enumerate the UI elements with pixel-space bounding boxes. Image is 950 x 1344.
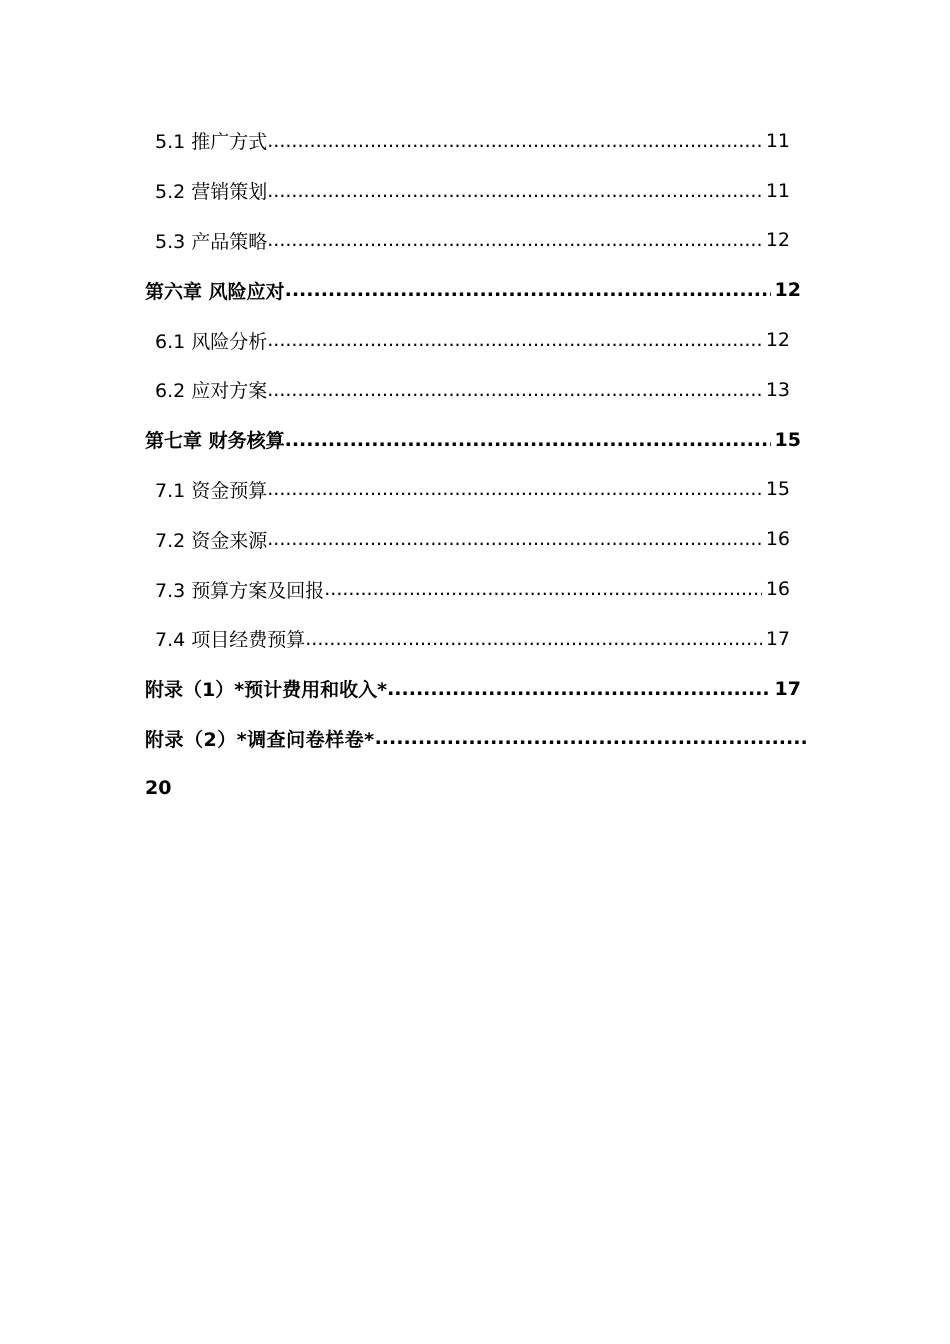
toc-page-number: 17 [774, 677, 801, 700]
toc-entry-label: 7.4 项目经费预算 [155, 629, 306, 652]
toc-entry-label: 6.1 风险分析 [155, 330, 268, 353]
toc-dot-leader [267, 229, 762, 251]
toc-entry-label: 5.1 推广方式 [155, 131, 268, 154]
table-of-contents [0, 116, 950, 813]
toc-entry-5-1[interactable] [0, 116, 790, 166]
toc-page-number: 15 [774, 428, 801, 451]
toc-entry-7-4[interactable] [0, 614, 790, 664]
toc-entry-label: 5.2 营销策划 [155, 181, 268, 204]
toc-dot-leader [267, 180, 762, 202]
toc-page-number: 12 [765, 229, 790, 252]
toc-page-number: 15 [765, 478, 790, 501]
toc-entry-label: 5.3 产品策略 [155, 230, 268, 253]
toc-page-number: 12 [765, 329, 790, 352]
toc-entry-label: 7.3 预算方案及回报 [155, 579, 325, 602]
toc-dot-leader [324, 578, 762, 600]
toc-appendix-label: 附录（1）*预计费用和收入* [145, 679, 388, 702]
toc-dot-leader [387, 678, 770, 700]
toc-page-number: 12 [774, 279, 801, 302]
toc-appendix-1[interactable] [0, 664, 801, 714]
toc-chapter-label: 第六章 风险应对 [145, 280, 285, 303]
toc-entry-7-2[interactable] [0, 514, 790, 564]
toc-entry-6-1[interactable] [0, 315, 790, 365]
toc-page-number: 11 [765, 129, 790, 152]
toc-dot-leader [305, 628, 762, 650]
toc-page-number: 20 [145, 777, 172, 800]
toc-dot-leader [285, 429, 771, 451]
toc-page-number: 16 [765, 528, 790, 551]
toc-chapter-7[interactable] [0, 415, 801, 465]
toc-entry-label: 6.2 应对方案 [155, 380, 268, 403]
toc-appendix-label: 附录（2）*调查问卷样卷* [145, 728, 375, 751]
toc-appendix-2-page-line [0, 763, 950, 813]
toc-appendix-2[interactable] [0, 714, 806, 764]
toc-dot-leader [267, 329, 762, 351]
toc-page-number: 16 [765, 578, 790, 601]
toc-dot-leader [267, 478, 762, 500]
toc-entry-7-3[interactable] [0, 564, 790, 614]
toc-page-number: 11 [765, 179, 790, 202]
toc-dot-leader [267, 130, 762, 152]
toc-entry-label: 7.1 资金预算 [155, 479, 268, 502]
toc-entry-label: 7.2 资金来源 [155, 529, 268, 552]
toc-dot-leader [267, 379, 762, 401]
toc-entry-5-3[interactable] [0, 216, 790, 266]
toc-dot-leader [267, 528, 762, 550]
toc-page-number: 13 [765, 378, 790, 401]
toc-page-number: 17 [765, 627, 790, 650]
toc-chapter-6[interactable] [0, 265, 801, 315]
toc-chapter-label: 第七章 财务核算 [145, 430, 285, 453]
toc-entry-7-1[interactable] [0, 465, 790, 515]
toc-dot-leader [375, 727, 806, 749]
toc-dot-leader [285, 279, 771, 301]
toc-entry-6-2[interactable] [0, 365, 790, 415]
toc-entry-5-2[interactable] [0, 166, 790, 216]
